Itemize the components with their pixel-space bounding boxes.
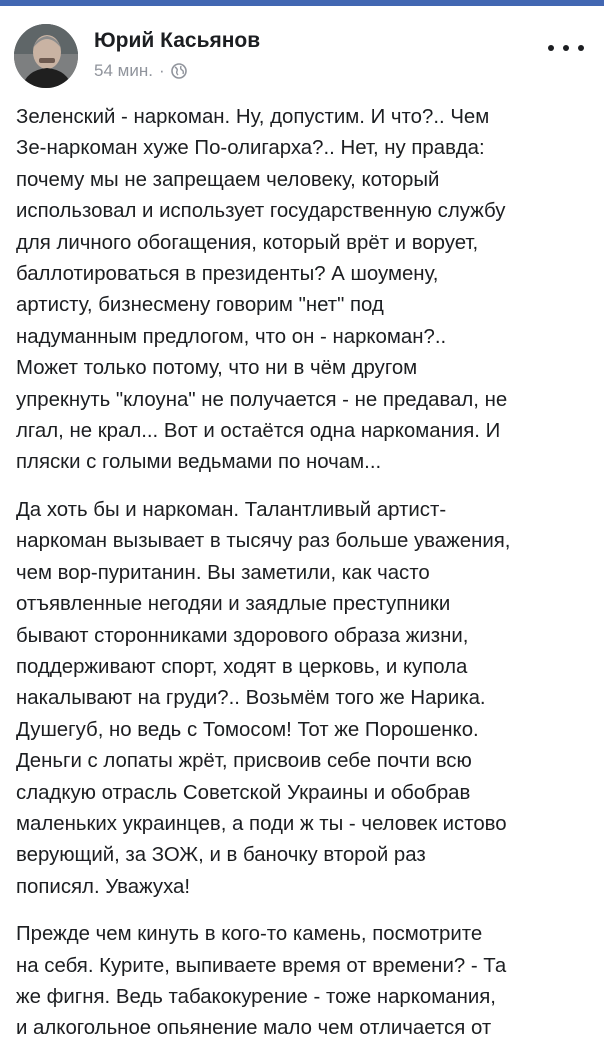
globe-icon bbox=[171, 63, 187, 79]
text-line: Зеленский - наркоман. Ну, допустим. И что?.. Чем bbox=[16, 106, 490, 128]
post-meta bbox=[94, 61, 187, 81]
text-line: и алкогольное опьянение мало чем отличается от bbox=[16, 1017, 492, 1040]
post-header bbox=[0, 6, 604, 100]
text-line: упрекнуть "клоуна" не получается - не предавал, не bbox=[16, 388, 508, 411]
text-line: чем вор-пуританин. Вы заметили, как часто bbox=[16, 561, 430, 584]
post-body bbox=[16, 102, 596, 1061]
text-line: поддерживают спорт, ходят в церковь, и купола bbox=[16, 655, 468, 678]
more-dots-icon[interactable] bbox=[548, 36, 584, 60]
dot bbox=[563, 45, 569, 51]
text-line: Душегуб, но ведь с Томосом! Тот же Порошенко. bbox=[16, 718, 479, 741]
paragraph-2 bbox=[16, 495, 596, 903]
text-line: Деньги с лопаты жрёт, присвоив себе почти всю bbox=[16, 750, 472, 773]
text-line: бывают сторонниками здорового образа жизни, bbox=[16, 624, 469, 647]
text-line: Прежде чем кинуть в кого-то камень, посмотрите bbox=[16, 923, 483, 946]
text-line: же фигня. Ведь табакокурение - тоже наркомания, bbox=[16, 985, 496, 1008]
text-line: маленьких украинцев, а поди ж ты - человек истово bbox=[16, 812, 507, 835]
text-line: верующий, за ЗОЖ, и в баночку второй раз bbox=[16, 844, 426, 867]
post-time[interactable]: 54 мин. bbox=[94, 61, 153, 80]
avatar[interactable] bbox=[14, 24, 78, 88]
text-line: лгал, не крал... Вот и остаётся одна наркомания. И bbox=[16, 420, 501, 443]
text-line: на себя. Курите, выпиваете время от времени? - Та bbox=[16, 954, 507, 977]
text-line: почему мы не запрещаем человеку, который bbox=[16, 168, 440, 191]
text-line: накалывают на груди?.. Возьмём того же Нарика. bbox=[16, 687, 486, 710]
text-line: пописял. Уважуха! bbox=[16, 875, 191, 898]
text-line: отъявленные негодяи и заядлые преступники bbox=[16, 593, 451, 616]
meta-separator: · bbox=[158, 61, 165, 80]
text-line: для личного обогащения, который врёт и ворует, bbox=[16, 231, 479, 254]
text-line: Может только потому, что ни в чём другом bbox=[16, 357, 418, 380]
text-line: баллотироваться в президенты? А шоумену, bbox=[16, 263, 439, 286]
paragraph-3 bbox=[16, 919, 596, 1045]
text-line: Да хоть бы и наркоман. Талантливый артист- bbox=[16, 498, 447, 521]
text-line: артисту, бизнесмену говорим "нет" под bbox=[16, 294, 384, 317]
author-name[interactable]: Юрий Касьянов bbox=[94, 29, 261, 52]
text-line: использовал и использует государственную службу bbox=[16, 200, 506, 223]
dot bbox=[548, 45, 554, 51]
text-line: сладкую отрасль Советской Украины и обобрав bbox=[16, 781, 471, 804]
avatar-photo bbox=[14, 24, 78, 88]
text-line: надуманным предлогом, что он - наркоман?.. bbox=[16, 325, 447, 348]
dot bbox=[578, 45, 584, 51]
paragraph-1 bbox=[16, 102, 596, 479]
text-line: наркоман вызывает в тысячу раз больше уважения, bbox=[16, 530, 511, 553]
text-line: Зе-наркоман хуже По-олигарха?.. Нет, ну правда: bbox=[16, 137, 485, 160]
text-line: пляски с голыми ведьмами по ночам... bbox=[16, 451, 382, 474]
